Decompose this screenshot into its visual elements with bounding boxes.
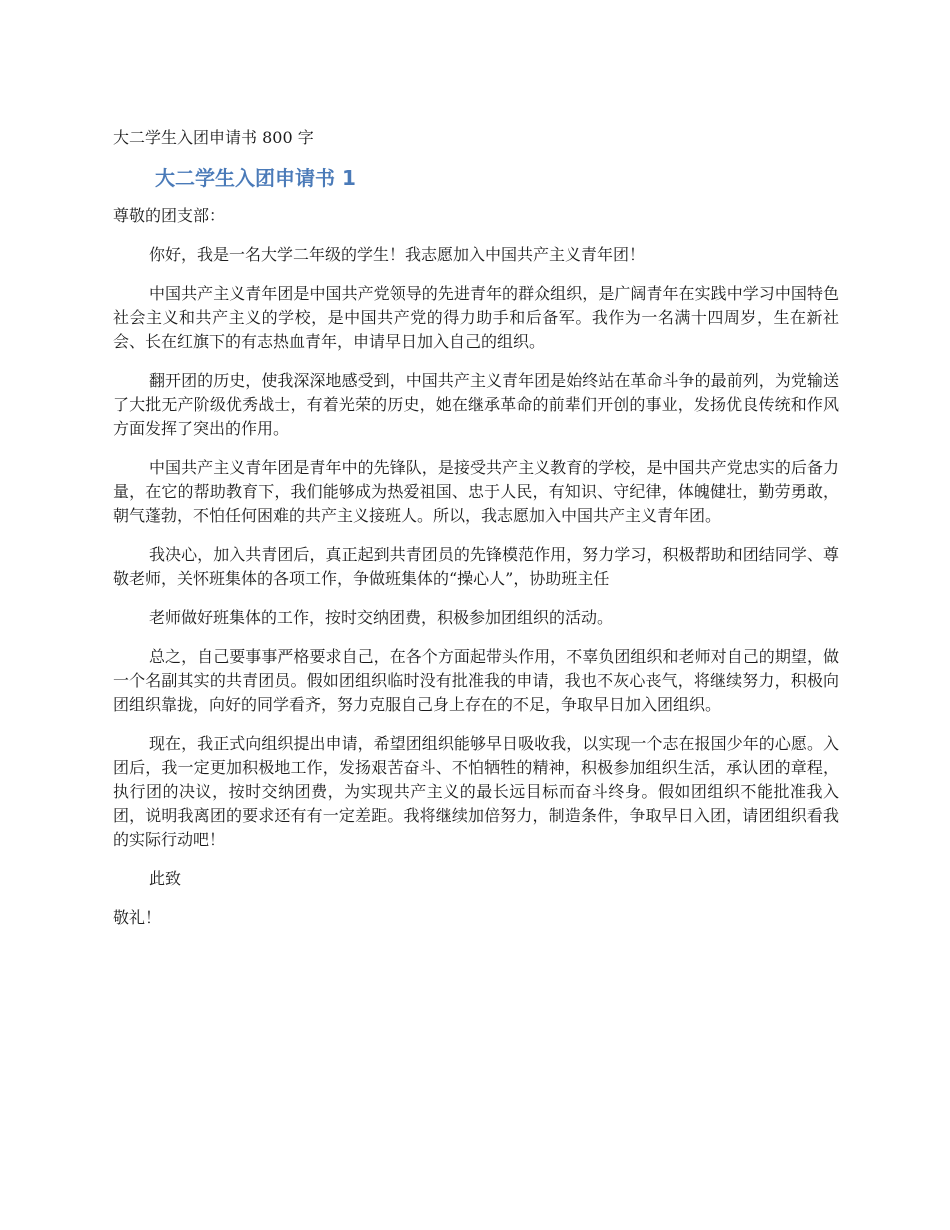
paragraph: 现在，我正式向组织提出申请，希望团组织能够早日吸收我，以实现一个志在报国少年的心愿。入团后，我一定更加积极地工作，发扬艰苦奋斗、不怕牺牲的精神，积极参加组织生活，承认团的章程，执行团的决议，按时交纳团费，为实现共产主义的最长远目标而奋斗终身。假如团组织不能批准我入团，说明我离团的要求还有有一定差距。我将继续加倍努力，制造条件，争取早日入团，请团组织看我的实际行动吧！ <box>113 734 839 849</box>
paragraph: 你好，我是一名大学二年级的学生！我志愿加入中国共产主义青年团！ <box>149 245 646 264</box>
paragraph: 总之，自己要事事严格要求自己，在各个方面起带头作用，不辜负团组织和老师对自己的期望，做一个名副其实的共青团员。假如团组织临时没有批准我的申请，我也不灰心丧气，将继续努力，积极向团组织靠拢，向好的同学看齐，努力克服自己身上存在的不足，争取早日加入团组织。 <box>113 647 839 714</box>
section-heading: 大二学生入团申请书 1 <box>155 166 356 190</box>
regards-line: 敬礼！ <box>113 908 162 927</box>
salutation: 尊敬的团支部： <box>113 206 226 225</box>
paragraph: 中国共产主义青年团是青年中的先锋队，是接受共产主义教育的学校，是中国共产党忠实的后备力量，在它的帮助教育下，我们能够成为热爱祖国、忠于人民，有知识、守纪律，体魄健壮，勤劳勇敢，朝气蓬勃，不怕任何困难的共产主义接班人。所以，我志愿加入中国共产主义青年团。 <box>113 458 839 525</box>
paragraph: 中国共产主义青年团是中国共产党领导的先进青年的群众组织，是广阔青年在实践中学习中国特色社会主义和共产主义的学校，是中国共产党的得力助手和后备军。我作为一名满十四周岁，生在新社会、长在红旗下的有志热血青年，申请早日加入自己的组织。 <box>113 284 839 351</box>
paragraph: 老师做好班集体的工作，按时交纳团费，积极参加团组织的活动。 <box>149 608 614 627</box>
letter-body <box>113 204 839 945</box>
paragraph: 翻开团的历史，使我深深地感受到，中国共产主义青年团是始终站在革命斗争的最前列，为党输送了大批无产阶级优秀战士，有着光荣的历史，她在继承革命的前辈们开创的事业，发扬优良传统和作风方面发挥了突出的作用。 <box>113 371 839 438</box>
paragraph: 我决心，加入共青团后，真正起到共青团员的先锋模范作用，努力学习，积极帮助和团结同学、尊敬老师，关怀班集体的各项工作，争做班集体的“操心人”，协助班主任 <box>113 545 839 588</box>
closing-line: 此致 <box>149 869 182 888</box>
document-title: 大二学生入团申请书 800 字 <box>113 128 314 147</box>
